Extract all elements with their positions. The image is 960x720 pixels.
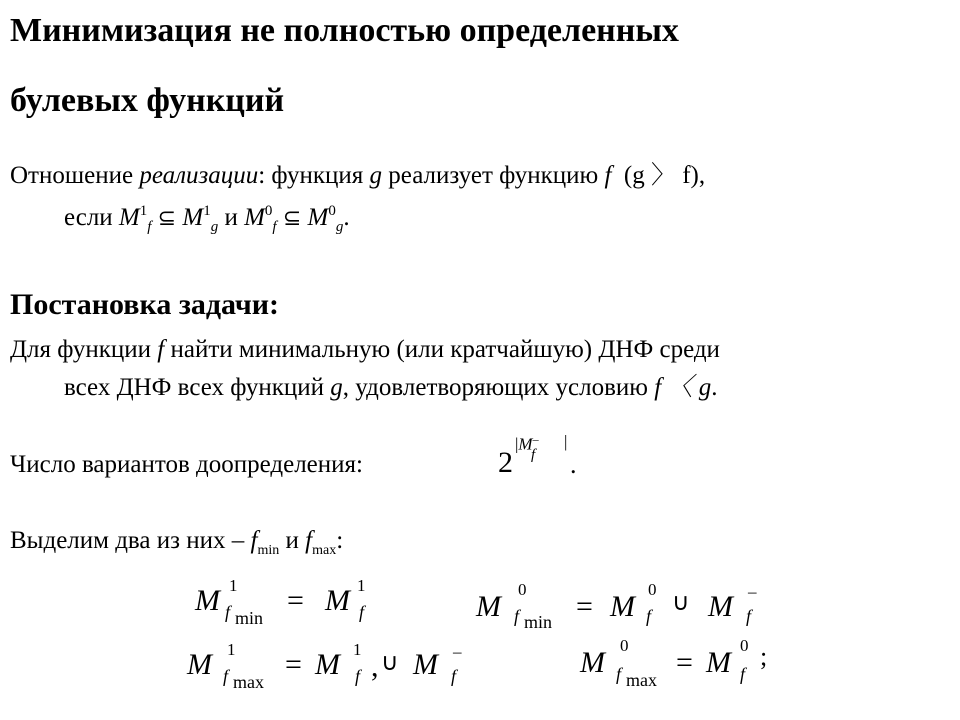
relation-line1: Отношение реализации: функция g реализует функцию f (g 〉 f),	[10, 162, 706, 189]
realization-notation: (g 〉 f),	[623, 162, 706, 189]
variants-text: Число вариантов доопределения:	[10, 451, 363, 478]
subset-symbol: ⊆	[157, 206, 177, 231]
subset-symbol: ⊆	[282, 206, 302, 231]
slide-title-line2: булевых функций	[10, 82, 285, 119]
formula-m0-fmin: M 0 f min = M 0 f ∪ M – f	[476, 580, 757, 632]
select-line: Выделим два из них – $f_{min}$ и $f_{max}$:	[10, 527, 344, 558]
relation-line2: если $M^1_f$ ⊆ $M^1_g$ и $M^0_f$ ⊆ $M^0_g$.	[64, 203, 350, 235]
variants-formula: 2 |M– f | .	[498, 432, 577, 479]
problem-line1: Для функции f найти минимальную (или кратчайшую) ДНФ среди	[10, 336, 720, 363]
formula-m0-fmax: M 0 f max = M 0 f ;	[580, 636, 768, 690]
problem-line2: всех ДНФ всех функций g, удовлетворяющих условию f 〈 g.	[64, 374, 718, 401]
problem-heading: Постановка задачи:	[10, 288, 280, 321]
formula-m1-fmin: M 1 f min = M 1 f	[195, 576, 366, 628]
slide-title-line1: Минимизация не полностью определенных	[10, 12, 679, 49]
formula-m1-fmax: M 1 f max = M 1 f , ∪ M – f	[187, 640, 462, 692]
